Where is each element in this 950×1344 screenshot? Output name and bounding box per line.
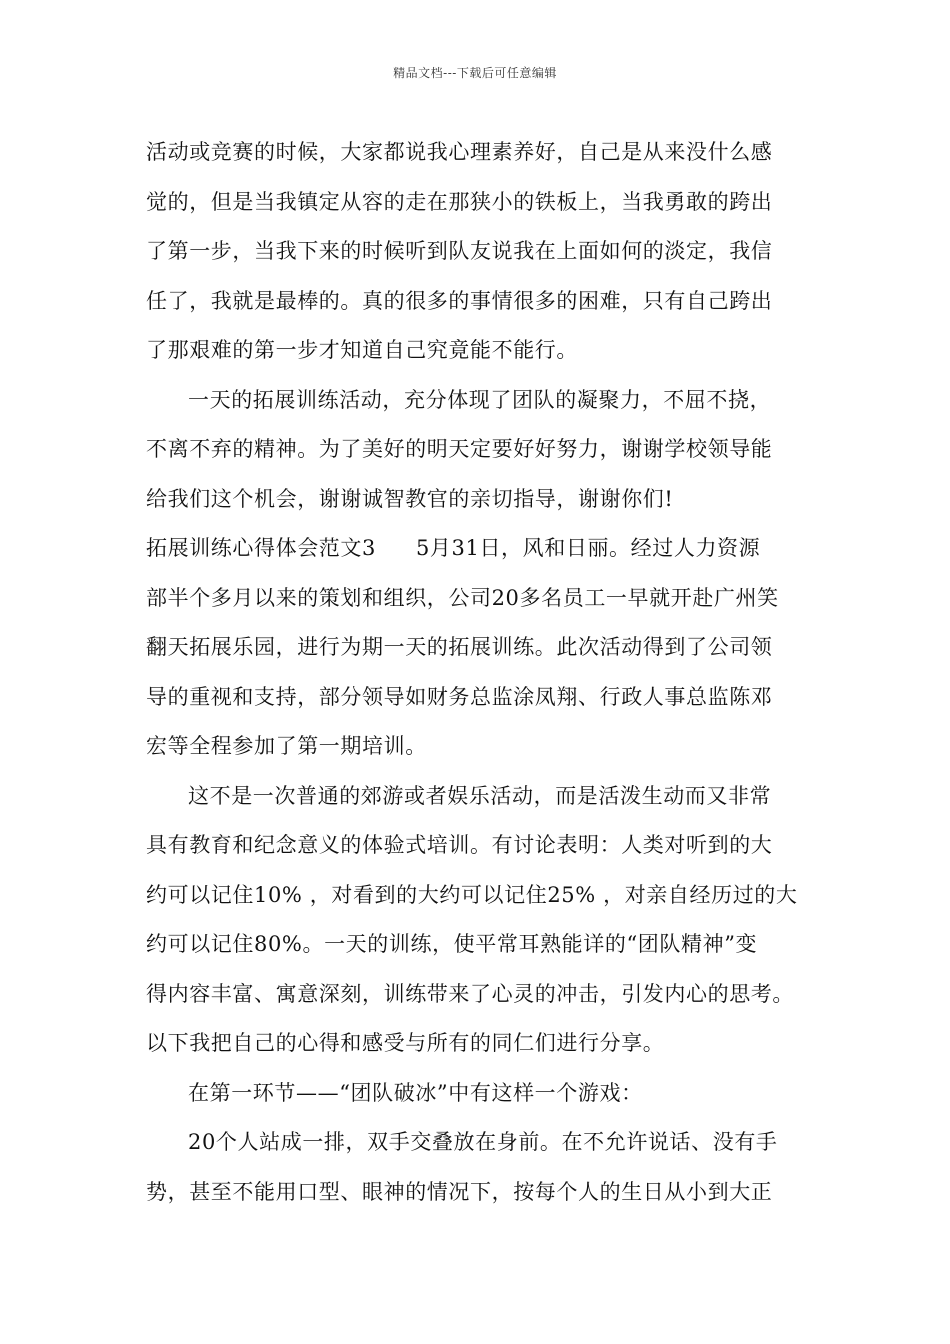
text-line: 得内容丰富、寓意深刻，训练带来了心灵的冲击，引发内心的思考。 (146, 982, 794, 1006)
paragraph-first-line: 在第一环节——“团队破冰”中有这样一个游戏： (188, 1081, 643, 1105)
text-line: 具有教育和纪念意义的体验式培训。有讨论表明：人类对听到的大 (146, 833, 773, 857)
text-line: 约可以记住10% ，对看到的大约可以记住25% ，对亲自经历过的大 (146, 883, 798, 907)
text-line: 以下我把自己的心得和感受与所有的同仁们进行分享。 (146, 1031, 665, 1055)
paragraph-first-line: 20个人站成一排，双手交叠放在身前。在不允许说话、没有手 (188, 1130, 778, 1154)
text-line: 部半个多月以来的策划和组织，公司20多名员工一早就开赴广州笑 (146, 586, 779, 610)
text-line: 觉的，但是当我镇定从容的走在那狭小的铁板上，当我勇敢的跨出 (146, 190, 773, 214)
text-line: 活动或竞赛的时候，大家都说我心理素养好，自己是从来没什么感 (146, 140, 773, 164)
text-line: 宏等全程参加了第一期培训。 (146, 734, 427, 758)
paragraph-first-line: 这不是一次普通的郊游或者娱乐活动，而是活泼生动而又非常 (188, 784, 772, 808)
text-line: 任了，我就是最棒的。真的很多的事情很多的困难，只有自己跨出 (146, 289, 773, 313)
text-line: 不离不弃的精神。为了美好的明天定要好好努力，谢谢学校领导能 (146, 437, 773, 461)
text-line: 了第一步，当我下来的时候听到队友说我在上面如何的淡定，我信 (146, 239, 773, 263)
section-heading-line (146, 533, 760, 563)
paragraph-first-line: 一天的拓展训练活动，充分体现了团队的凝聚力，不屈不挠， (188, 388, 772, 412)
text-line: 势，甚至不能用口型、眼神的情况下，按每个人的生日从小到大正 (146, 1180, 773, 1204)
text-line: 导的重视和支持，部分领导如财务总监涂凤翔、行政人事总监陈邓 (146, 685, 773, 709)
section-title: 拓展训练心得体会范文3 (146, 536, 376, 560)
text-line: 约可以记住80%。一天的训练，使平常耳熟能详的“团队精神”变 (146, 932, 758, 956)
text-line: 了那艰难的第一步才知道自己究竟能不能行。 (146, 338, 578, 362)
text-line: 翻天拓展乐园，进行为期一天的拓展训练。此次活动得到了公司领 (146, 635, 773, 659)
text-line: 给我们这个机会，谢谢诚智教官的亲切指导，谢谢你们! (146, 487, 674, 511)
section-text: 5月31日，风和日丽。经过人力资源 (415, 536, 761, 560)
page-header: 精品文档---下载后可任意编辑 (393, 66, 557, 80)
